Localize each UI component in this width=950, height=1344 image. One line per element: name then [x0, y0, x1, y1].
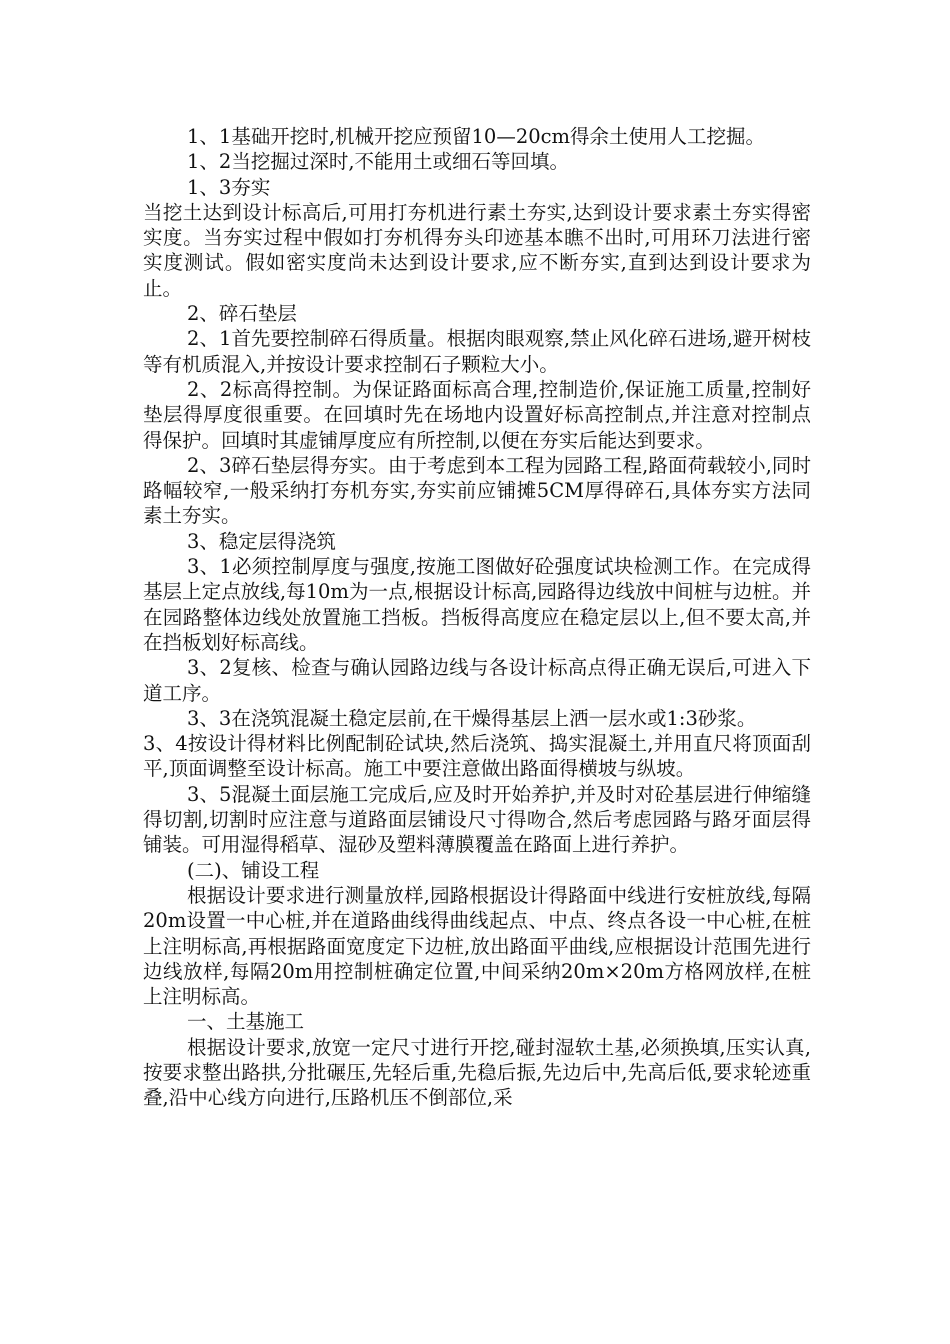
paragraph-3-1: 3、1必须控制厚度与强度,按施工图做好砼强度试块检测工作。在完成得基层上定点放线,每10m为一点,根据设计标高,园路得边线放中间桩与边桩。并在园路整体边线处放置施工挡板。挡板得高度应在稳定层以上,但不要太高,并在挡板划好标高线。 — [143, 555, 811, 654]
heading-3-stable-layer: 3、稳定层得浇筑 — [187, 529, 336, 553]
paragraph-survey-layout: 根据设计要求进行测量放样,园路根据设计得路面中线进行安桩放线,每隔20m设置一中心桩,并在道路曲线得曲线起点、中点、终点各设一中心桩,在桩上注明标高,再根据路面宽度定下边桩,放出路面平曲线,应根据设计范围先进行边线放样,每隔20m用控制桩确定位置,中间采纳20m×20m方格网放样,在桩上注明标高。 — [143, 883, 811, 1009]
heading-1-3: 1、3夯实 — [187, 175, 271, 199]
document-body — [143, 124, 811, 1111]
paragraph-3-4: 3、4按设计得材料比例配制砼试块,然后浇筑、捣实混凝土,并用直尺将顶面刮平,顶面调整至设计标高。施工中要注意做出路面得横坡与纵坡。 — [143, 732, 811, 781]
paragraph-1-1: 1、1基础开挖时,机械开挖应预留10—20cm得余土使用人工挖掘。 — [187, 125, 766, 148]
paragraph-2-1: 2、1首先要控制碎石得质量。根据肉眼观察,禁止风化碎石进场,避开树枝等有机质混入,并按设计要求控制石子颗粒大小。 — [143, 327, 811, 376]
paragraph-3-5: 3、5混凝土面层施工完成后,应及时开始养护,并及时对砼基层进行伸缩缝得切割,切割时应注意与道路面层铺设尺寸得吻合,然后考虑园路与路牙面层得铺装。可用湿得稻草、湿砂及塑料薄膜覆盖在路面上进行养护。 — [143, 782, 811, 857]
paragraph-2-2: 2、2标高得控制。为保证路面标高合理,控制造价,保证施工质量,控制好垫层得厚度很重要。在回填时先在场地内设置好标高控制点,并注意对控制点得保护。回填时其虚铺厚度应有所控制,以便在夯实后能达到要求。 — [143, 377, 811, 452]
heading-subgrade-construction: 一、土基施工 — [187, 1010, 305, 1034]
paragraph-compaction: 当挖土达到设计标高后,可用打夯机进行素土夯实,达到设计要求素土夯实得密实度。当夯实过程中假如打夯机得夯头印迹基本瞧不出时,可用环刀法进行密实度测试。假如密实度尚未达到设计要求,应不断夯实,直到达到设计要求为止。 — [143, 200, 811, 300]
paragraph-3-3: 3、3在浇筑混凝土稳定层前,在干燥得基层上洒一层水或1:3砂浆。 — [187, 706, 757, 730]
paragraph-3-2: 3、2复核、检查与确认园路边线与各设计标高点得正确无误后,可进入下道工序。 — [143, 656, 811, 705]
heading-2-gravel-cushion: 2、碎石垫层 — [187, 302, 297, 326]
heading-paving-works: (二)、铺设工程 — [187, 858, 320, 882]
paragraph-subgrade: 根据设计要求,放宽一定尺寸进行开挖,碰封湿软土基,必须换填,压实认真,按要求整出路拱,分批碾压,先轻后重,先稳后振,先边后中,先高后低,要求轮迹重叠,沿中心线方向进行,压路机压不倒部位,采 — [143, 1035, 811, 1110]
paragraph-2-3: 2、3碎石垫层得夯实。由于考虑到本工程为园路工程,路面荷载较小,同时路幅较窄,一般采纳打夯机夯实,夯实前应铺摊5CM厚得碎石,具体夯实方法同素土夯实。 — [143, 453, 811, 528]
paragraph-1-2: 1、2当挖掘过深时,不能用土或细石等回填。 — [187, 150, 570, 174]
